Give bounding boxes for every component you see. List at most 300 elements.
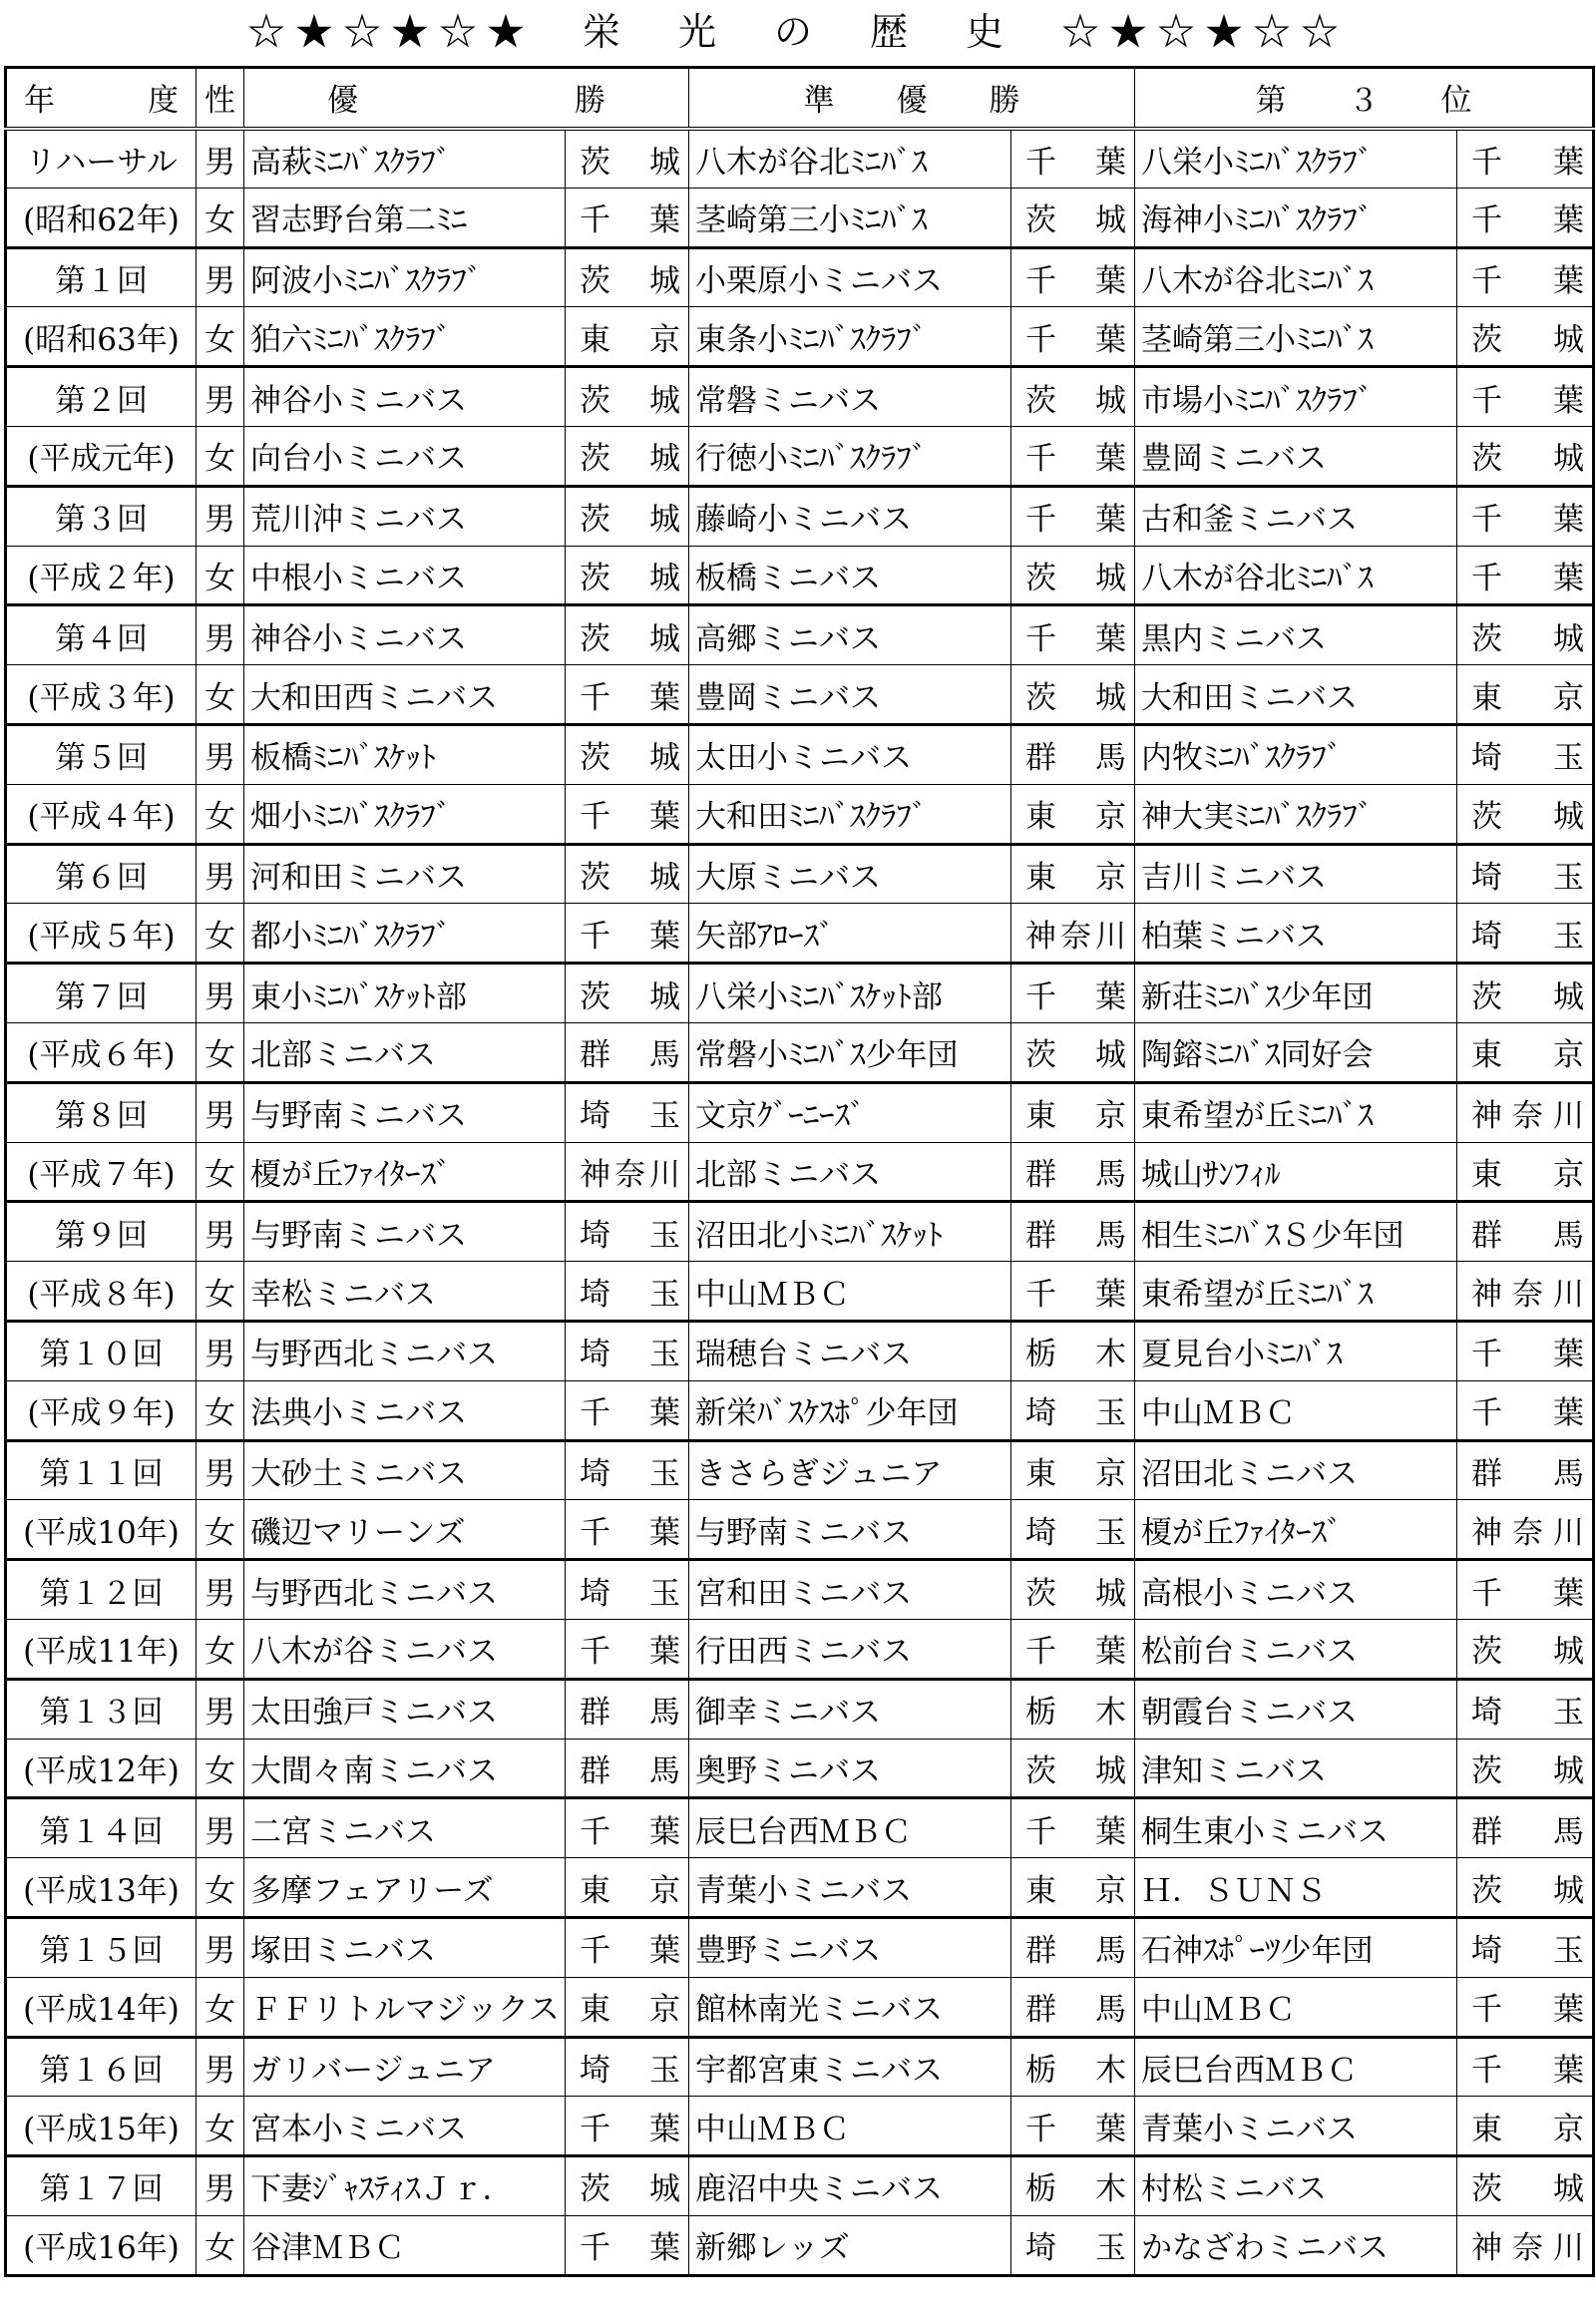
third-team: 八木が谷北ﾐﾆﾊﾞｽ: [1135, 546, 1457, 605]
winner-prefecture: 埼玉: [566, 1262, 689, 1322]
winner-team: 下妻ｼﾞｬｽﾃｨｽＪｒ．: [244, 2156, 566, 2216]
year-cell: (平成５年): [6, 904, 197, 964]
runner-up-prefecture: 茨城: [1011, 188, 1135, 247]
table-row: [6, 367, 1594, 427]
winner-prefecture: 茨城: [566, 546, 689, 605]
winner-prefecture: 埼玉: [566, 1082, 689, 1142]
runner-up-team: 与野南ミニバス: [689, 1500, 1011, 1560]
runner-up-prefecture: 群馬: [1011, 1142, 1135, 1202]
table-row: [6, 1798, 1594, 1858]
winner-prefecture: 茨城: [566, 724, 689, 784]
winner-team: 与野西北ミニバス: [244, 1560, 566, 1620]
sex-cell: 男: [197, 2037, 244, 2097]
third-team: 村松ミニバス: [1135, 2156, 1457, 2216]
winner-team: 塚田ミニバス: [244, 1917, 566, 1977]
sex-cell: 女: [197, 1619, 244, 1679]
third-prefecture: 千葉: [1457, 188, 1594, 247]
runner-up-prefecture: 東京: [1011, 1858, 1135, 1918]
runner-up-prefecture: 茨城: [1011, 546, 1135, 605]
runner-up-prefecture: 栃木: [1011, 2037, 1135, 2097]
third-team: 朝霞台ミニバス: [1135, 1679, 1457, 1739]
runner-up-team: 板橋ミニバス: [689, 546, 1011, 605]
winner-prefecture: 千葉: [566, 1500, 689, 1560]
runner-up-prefecture: 茨城: [1011, 1739, 1135, 1798]
third-team: 内牧ﾐﾆﾊﾞｽｸﾗﾌﾞ: [1135, 724, 1457, 784]
runner-up-prefecture: 千葉: [1011, 605, 1135, 665]
year-cell: 第１６回: [6, 2037, 197, 2097]
winner-prefecture: 千葉: [566, 784, 689, 844]
winner-prefecture: 茨城: [566, 2156, 689, 2216]
winner-team: 畑小ﾐﾆﾊﾞｽｸﾗﾌﾞ: [244, 784, 566, 844]
sex-cell: 女: [197, 1262, 244, 1322]
winner-prefecture: 茨城: [566, 844, 689, 904]
winner-team: 与野南ミニバス: [244, 1202, 566, 1262]
runner-up-team: 中山ＭＢＣ: [689, 2097, 1011, 2156]
header-year: 年 度: [6, 68, 197, 129]
table-row: [6, 1679, 1594, 1739]
winner-team: 宮本小ミニバス: [244, 2097, 566, 2156]
table-row: [6, 724, 1594, 784]
third-team: 石神ｽﾎﾟｰﾂ少年団: [1135, 1917, 1457, 1977]
year-cell: (平成12年): [6, 1739, 197, 1798]
runner-up-prefecture: 埼玉: [1011, 1380, 1135, 1440]
sex-cell: 男: [197, 844, 244, 904]
third-team: 中山ＭＢＣ: [1135, 1380, 1457, 1440]
third-team: 新荘ﾐﾆﾊﾞｽ少年団: [1135, 964, 1457, 1023]
table-row: [6, 1262, 1594, 1322]
table-row: [6, 486, 1594, 546]
year-cell: (平成４年): [6, 784, 197, 844]
third-team: 神大実ﾐﾆﾊﾞｽｸﾗﾌﾞ: [1135, 784, 1457, 844]
winner-prefecture: 埼玉: [566, 1560, 689, 1620]
sex-cell: 男: [197, 247, 244, 307]
runner-up-prefecture: 茨城: [1011, 1560, 1135, 1620]
table-row: [6, 1440, 1594, 1500]
third-team: 市場小ﾐﾆﾊﾞｽｸﾗﾌﾞ: [1135, 367, 1457, 427]
year-cell: 第１回: [6, 247, 197, 307]
table-row: [6, 426, 1594, 486]
third-prefecture: 埼玉: [1457, 844, 1594, 904]
runner-up-team: 高郷ミニバス: [689, 605, 1011, 665]
sex-cell: 女: [197, 1142, 244, 1202]
third-prefecture: 千葉: [1457, 546, 1594, 605]
sex-cell: 男: [197, 486, 244, 546]
winner-team: 習志野台第二ﾐﾆ: [244, 188, 566, 247]
table-row: [6, 1619, 1594, 1679]
header-third: 第 ３ 位: [1135, 68, 1594, 129]
third-prefecture: 埼玉: [1457, 904, 1594, 964]
sex-cell: 男: [197, 605, 244, 665]
runner-up-prefecture: 千葉: [1011, 2097, 1135, 2156]
third-team: 豊岡ミニバス: [1135, 426, 1457, 486]
year-cell: 第４回: [6, 605, 197, 665]
winner-prefecture: 千葉: [566, 188, 689, 247]
sex-cell: 女: [197, 1858, 244, 1918]
third-prefecture: 群馬: [1457, 1202, 1594, 1262]
third-prefecture: 千葉: [1457, 1560, 1594, 1620]
winner-team: 与野南ミニバス: [244, 1082, 566, 1142]
table-row: [6, 1560, 1594, 1620]
third-prefecture: 茨城: [1457, 426, 1594, 486]
third-team: 茎崎第三小ﾐﾆﾊﾞｽ: [1135, 307, 1457, 367]
third-prefecture: 神奈川: [1457, 2215, 1594, 2275]
third-team: 海神小ﾐﾆﾊﾞｽｸﾗﾌﾞ: [1135, 188, 1457, 247]
third-team: 高根小ミニバス: [1135, 1560, 1457, 1620]
winner-team: 榎が丘ﾌｧｲﾀｰｽﾞ: [244, 1142, 566, 1202]
sex-cell: 男: [197, 1321, 244, 1380]
table-body: [6, 129, 1594, 2276]
sex-cell: 女: [197, 188, 244, 247]
winner-prefecture: 埼玉: [566, 1321, 689, 1380]
runner-up-prefecture: 東京: [1011, 1440, 1135, 1500]
winner-team: 法典小ミニバス: [244, 1380, 566, 1440]
third-team: 東希望が丘ﾐﾆﾊﾞｽ: [1135, 1082, 1457, 1142]
runner-up-team: 宮和田ミニバス: [689, 1560, 1011, 1620]
winner-team: 多摩フェアリーズ: [244, 1858, 566, 1918]
third-prefecture: 千葉: [1457, 367, 1594, 427]
year-cell: (平成10年): [6, 1500, 197, 1560]
runner-up-prefecture: 千葉: [1011, 1619, 1135, 1679]
table-row: [6, 665, 1594, 725]
year-cell: 第３回: [6, 486, 197, 546]
third-team: 相生ﾐﾆﾊﾞｽＳ少年団: [1135, 1202, 1457, 1262]
year-cell: 第７回: [6, 964, 197, 1023]
runner-up-team: 藤崎小ミニバス: [689, 486, 1011, 546]
sex-cell: 女: [197, 2097, 244, 2156]
winner-prefecture: 千葉: [566, 1619, 689, 1679]
winner-prefecture: 千葉: [566, 1380, 689, 1440]
winner-prefecture: 埼玉: [566, 2037, 689, 2097]
third-team: 東希望が丘ﾐﾆﾊﾞｽ: [1135, 1262, 1457, 1322]
third-prefecture: 茨城: [1457, 2156, 1594, 2216]
year-cell: 第１４回: [6, 1798, 197, 1858]
year-cell: (平成２年): [6, 546, 197, 605]
table-row: [6, 1380, 1594, 1440]
winner-prefecture: 群馬: [566, 1679, 689, 1739]
third-prefecture: 神奈川: [1457, 1082, 1594, 1142]
winner-team: 神谷小ミニバス: [244, 605, 566, 665]
sex-cell: 男: [197, 1440, 244, 1500]
third-team: 辰巳台西ＭＢＣ: [1135, 2037, 1457, 2097]
runner-up-prefecture: 千葉: [1011, 307, 1135, 367]
third-prefecture: 茨城: [1457, 1619, 1594, 1679]
third-prefecture: 東京: [1457, 2097, 1594, 2156]
winner-team: 磯辺マリーンズ: [244, 1500, 566, 1560]
year-cell: (平成元年): [6, 426, 197, 486]
sex-cell: 男: [197, 1560, 244, 1620]
winner-prefecture: 茨城: [566, 247, 689, 307]
winner-prefecture: 東京: [566, 1977, 689, 2037]
runner-up-team: 八木が谷北ﾐﾆﾊﾞｽ: [689, 129, 1011, 189]
third-prefecture: 千葉: [1457, 1321, 1594, 1380]
runner-up-prefecture: 栃木: [1011, 1321, 1135, 1380]
sex-cell: 女: [197, 784, 244, 844]
runner-up-prefecture: 千葉: [1011, 129, 1135, 189]
runner-up-team: 常磐ミニバス: [689, 367, 1011, 427]
table-row: [6, 1321, 1594, 1380]
runner-up-team: 行徳小ﾐﾆﾊﾞｽｸﾗﾌﾞ: [689, 426, 1011, 486]
table-row: [6, 2097, 1594, 2156]
table-row: [6, 1142, 1594, 1202]
winner-prefecture: 埼玉: [566, 1202, 689, 1262]
winner-prefecture: 埼玉: [566, 1440, 689, 1500]
year-cell: (平成15年): [6, 2097, 197, 2156]
year-cell: 第１２回: [6, 1560, 197, 1620]
third-team: 八木が谷北ﾐﾆﾊﾞｽ: [1135, 247, 1457, 307]
runner-up-prefecture: 千葉: [1011, 247, 1135, 307]
third-prefecture: 千葉: [1457, 247, 1594, 307]
table-row: [6, 307, 1594, 367]
winner-team: 荒川沖ミニバス: [244, 486, 566, 546]
runner-up-team: 文京ｸﾞｰﾆｰｽﾞ: [689, 1082, 1011, 1142]
runner-up-team: 豊野ミニバス: [689, 1917, 1011, 1977]
sex-cell: 男: [197, 1202, 244, 1262]
runner-up-prefecture: 群馬: [1011, 1977, 1135, 2037]
sex-cell: 男: [197, 367, 244, 427]
runner-up-prefecture: 神奈川: [1011, 904, 1135, 964]
header-row: [6, 68, 1594, 129]
winner-prefecture: 茨城: [566, 426, 689, 486]
runner-up-prefecture: 群馬: [1011, 724, 1135, 784]
third-prefecture: 茨城: [1457, 964, 1594, 1023]
runner-up-team: 北部ミニバス: [689, 1142, 1011, 1202]
year-cell: 第５回: [6, 724, 197, 784]
sex-cell: 女: [197, 1022, 244, 1082]
year-cell: 第６回: [6, 844, 197, 904]
sex-cell: 女: [197, 1977, 244, 2037]
third-prefecture: 千葉: [1457, 486, 1594, 546]
third-team: かなざわミニバス: [1135, 2215, 1457, 2275]
runner-up-team: 青葉小ミニバス: [689, 1858, 1011, 1918]
winner-prefecture: 茨城: [566, 964, 689, 1023]
year-cell: 第２回: [6, 367, 197, 427]
winner-team: 八木が谷ミニバス: [244, 1619, 566, 1679]
runner-up-team: 宇都宮東ミニバス: [689, 2037, 1011, 2097]
table-row: [6, 2156, 1594, 2216]
third-prefecture: 千葉: [1457, 2037, 1594, 2097]
winner-team: 北部ミニバス: [244, 1022, 566, 1082]
table-row: [6, 1917, 1594, 1977]
year-cell: (昭和62年): [6, 188, 197, 247]
runner-up-team: 瑞穂台ミニバス: [689, 1321, 1011, 1380]
third-prefecture: 茨城: [1457, 605, 1594, 665]
winner-prefecture: 千葉: [566, 904, 689, 964]
sex-cell: 女: [197, 546, 244, 605]
winner-prefecture: 東京: [566, 1858, 689, 1918]
winner-prefecture: 千葉: [566, 2097, 689, 2156]
winner-prefecture: 群馬: [566, 1022, 689, 1082]
year-cell: (平成13年): [6, 1858, 197, 1918]
table-row: [6, 1977, 1594, 2037]
runner-up-prefecture: 群馬: [1011, 1917, 1135, 1977]
winner-prefecture: 千葉: [566, 665, 689, 725]
third-team: 桐生東小ミニバス: [1135, 1798, 1457, 1858]
year-cell: 第８回: [6, 1082, 197, 1142]
runner-up-prefecture: 東京: [1011, 784, 1135, 844]
winner-team: ＦＦリトルマジックス: [244, 1977, 566, 2037]
table-row: [6, 904, 1594, 964]
winner-prefecture: 茨城: [566, 605, 689, 665]
runner-up-team: 新栄ﾊﾞｽｹｽﾎﾟ少年団: [689, 1380, 1011, 1440]
table-row: [6, 1202, 1594, 1262]
third-prefecture: 千葉: [1457, 1380, 1594, 1440]
table-row: [6, 1500, 1594, 1560]
year-cell: (平成11年): [6, 1619, 197, 1679]
table-row: [6, 2215, 1594, 2275]
year-cell: (平成16年): [6, 2215, 197, 2275]
winner-team: 幸松ミニバス: [244, 1262, 566, 1322]
third-team: 松前台ミニバス: [1135, 1619, 1457, 1679]
runner-up-team: 沼田北小ﾐﾆﾊﾞｽｹｯﾄ: [689, 1202, 1011, 1262]
sex-cell: 女: [197, 904, 244, 964]
winner-prefecture: 東京: [566, 307, 689, 367]
table-row: [6, 605, 1594, 665]
third-prefecture: 群馬: [1457, 1798, 1594, 1858]
third-team: 中山ＭＢＣ: [1135, 1977, 1457, 2037]
winner-prefecture: 千葉: [566, 1798, 689, 1858]
year-cell: 第１０回: [6, 1321, 197, 1380]
winner-prefecture: 千葉: [566, 2215, 689, 2275]
third-prefecture: 茨城: [1457, 307, 1594, 367]
table-row: [6, 188, 1594, 247]
winner-team: 東小ﾐﾆﾊﾞｽｹｯﾄ部: [244, 964, 566, 1023]
third-team: 八栄小ﾐﾆﾊﾞｽｸﾗﾌﾞ: [1135, 129, 1457, 189]
sex-cell: 男: [197, 724, 244, 784]
winner-team: 中根小ミニバス: [244, 546, 566, 605]
winner-team: 都小ﾐﾆﾊﾞｽｸﾗﾌﾞ: [244, 904, 566, 964]
table-row: [6, 2037, 1594, 2097]
runner-up-prefecture: 茨城: [1011, 665, 1135, 725]
sex-cell: 女: [197, 2215, 244, 2275]
runner-up-prefecture: 千葉: [1011, 1262, 1135, 1322]
winner-prefecture: 茨城: [566, 129, 689, 189]
sex-cell: 男: [197, 2156, 244, 2216]
third-team: 津知ミニバス: [1135, 1739, 1457, 1798]
third-team: 黒内ミニバス: [1135, 605, 1457, 665]
runner-up-prefecture: 千葉: [1011, 426, 1135, 486]
third-team: Ｈ．ＳＵＮＳ: [1135, 1858, 1457, 1918]
runner-up-team: きさらぎジュニア: [689, 1440, 1011, 1500]
sex-cell: 男: [197, 964, 244, 1023]
third-team: 吉川ミニバス: [1135, 844, 1457, 904]
runner-up-prefecture: 茨城: [1011, 1022, 1135, 1082]
sex-cell: 男: [197, 1917, 244, 1977]
table-row: [6, 1858, 1594, 1918]
runner-up-prefecture: 群馬: [1011, 1202, 1135, 1262]
sex-cell: 女: [197, 1380, 244, 1440]
runner-up-team: 新郷レッズ: [689, 2215, 1011, 2275]
table-row: [6, 129, 1594, 189]
winner-team: 阿波小ﾐﾆﾊﾞｽｸﾗﾌﾞ: [244, 247, 566, 307]
runner-up-prefecture: 千葉: [1011, 964, 1135, 1023]
third-prefecture: 東京: [1457, 1142, 1594, 1202]
winner-prefecture: 千葉: [566, 1917, 689, 1977]
year-cell: 第１５回: [6, 1917, 197, 1977]
year-cell: (平成14年): [6, 1977, 197, 2037]
header-sex: 性: [197, 68, 244, 129]
runner-up-prefecture: 千葉: [1011, 486, 1135, 546]
table-row: [6, 784, 1594, 844]
winner-team: 神谷小ミニバス: [244, 367, 566, 427]
year-cell: (昭和63年): [6, 307, 197, 367]
third-prefecture: 埼玉: [1457, 724, 1594, 784]
runner-up-prefecture: 茨城: [1011, 367, 1135, 427]
third-team: 大和田ミニバス: [1135, 665, 1457, 725]
year-cell: 第１１回: [6, 1440, 197, 1500]
winner-team: 大砂土ミニバス: [244, 1440, 566, 1500]
runner-up-team: 八栄小ﾐﾆﾊﾞｽｹｯﾄ部: [689, 964, 1011, 1023]
runner-up-team: 奥野ミニバス: [689, 1739, 1011, 1798]
page-title: ☆★☆★☆★ 栄 光 の 歴 史 ☆★☆★☆☆: [246, 9, 1349, 54]
winner-team: 大間々南ミニバス: [244, 1739, 566, 1798]
table-row: [6, 1739, 1594, 1798]
header-winner: 優 勝: [244, 68, 689, 129]
winner-team: 谷津ＭＢＣ: [244, 2215, 566, 2275]
third-prefecture: 茨城: [1457, 1858, 1594, 1918]
year-cell: 第１３回: [6, 1679, 197, 1739]
winner-team: 太田強戸ミニバス: [244, 1679, 566, 1739]
winner-team: 河和田ミニバス: [244, 844, 566, 904]
runner-up-team: 豊岡ミニバス: [689, 665, 1011, 725]
runner-up-team: 行田西ミニバス: [689, 1619, 1011, 1679]
table-row: [6, 964, 1594, 1023]
runner-up-team: 小栗原小ミニバス: [689, 247, 1011, 307]
third-prefecture: 埼玉: [1457, 1679, 1594, 1739]
third-team: 城山ｻﾝﾌｨﾙ: [1135, 1142, 1457, 1202]
sex-cell: 男: [197, 1798, 244, 1858]
third-prefecture: 茨城: [1457, 784, 1594, 844]
runner-up-team: 常磐小ﾐﾆﾊﾞｽ少年団: [689, 1022, 1011, 1082]
third-prefecture: 茨城: [1457, 1739, 1594, 1798]
third-prefecture: 埼玉: [1457, 1917, 1594, 1977]
winner-team: 高萩ﾐﾆﾊﾞｽｸﾗﾌﾞ: [244, 129, 566, 189]
third-team: 沼田北ミニバス: [1135, 1440, 1457, 1500]
runner-up-prefecture: 埼玉: [1011, 2215, 1135, 2275]
third-prefecture: 東京: [1457, 1022, 1594, 1082]
sex-cell: 女: [197, 665, 244, 725]
winner-team: 向台小ミニバス: [244, 426, 566, 486]
year-cell: 第９回: [6, 1202, 197, 1262]
third-prefecture: 神奈川: [1457, 1262, 1594, 1322]
year-cell: (平成８年): [6, 1262, 197, 1322]
year-cell: 第１７回: [6, 2156, 197, 2216]
winner-team: 大和田西ミニバス: [244, 665, 566, 725]
winner-team: 与野西北ミニバス: [244, 1321, 566, 1380]
runner-up-prefecture: 埼玉: [1011, 1500, 1135, 1560]
table-row: [6, 247, 1594, 307]
year-cell: (平成９年): [6, 1380, 197, 1440]
sex-cell: 女: [197, 307, 244, 367]
third-team: 夏見台小ﾐﾆﾊﾞｽ: [1135, 1321, 1457, 1380]
sex-cell: 女: [197, 1739, 244, 1798]
third-team: 青葉小ミニバス: [1135, 2097, 1457, 2156]
third-team: 古和釜ミニバス: [1135, 486, 1457, 546]
table-row: [6, 844, 1594, 904]
sex-cell: 男: [197, 1082, 244, 1142]
year-cell: (平成６年): [6, 1022, 197, 1082]
third-prefecture: 神奈川: [1457, 1500, 1594, 1560]
third-team: 陶鎔ﾐﾆﾊﾞｽ同好会: [1135, 1022, 1457, 1082]
sex-cell: 女: [197, 1500, 244, 1560]
third-team: 柏葉ミニバス: [1135, 904, 1457, 964]
runner-up-team: 鹿沼中央ミニバス: [689, 2156, 1011, 2216]
year-cell: リハーサル: [6, 129, 197, 189]
third-prefecture: 群馬: [1457, 1440, 1594, 1500]
third-prefecture: 千葉: [1457, 129, 1594, 189]
winner-prefecture: 神奈川: [566, 1142, 689, 1202]
runner-up-team: 矢部ｱﾛｰｽﾞ: [689, 904, 1011, 964]
year-cell: (平成７年): [6, 1142, 197, 1202]
